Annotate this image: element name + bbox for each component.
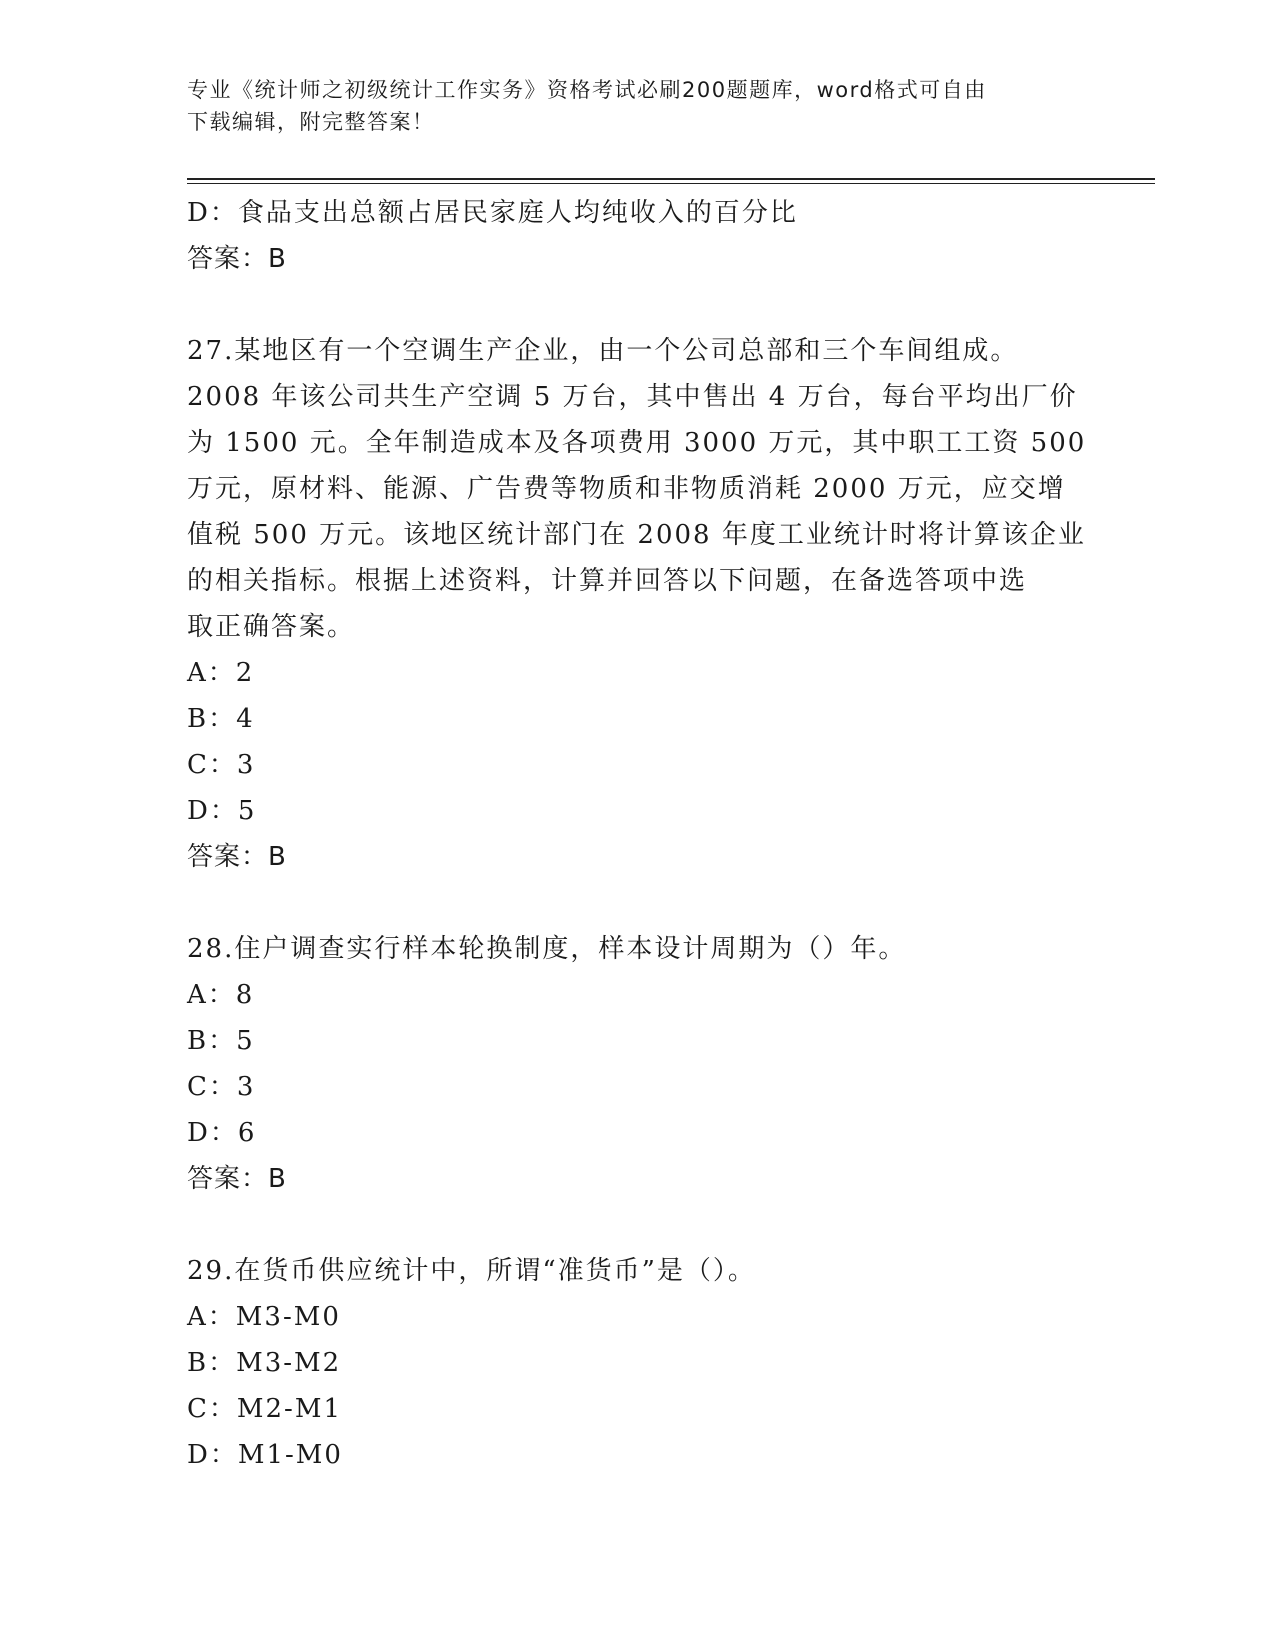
question-stem-line: 取正确答案。 bbox=[187, 612, 356, 642]
option-a: A：M3-M0 bbox=[187, 1302, 341, 1332]
question-stem-line: 29.在货币供应统计中，所谓“准货币”是（）。 bbox=[187, 1256, 756, 1286]
question-27 bbox=[187, 328, 1087, 880]
option-a: A：8 bbox=[187, 980, 255, 1010]
question-stem-line: 为 1500 元。全年制造成本及各项费用 3000 万元，其中职工工资 500 bbox=[187, 428, 1087, 458]
question-26-tail bbox=[187, 190, 1087, 282]
question-stem-line: 2008 年该公司共生产空调 5 万台，其中售出 4 万台，每台平均出厂价 bbox=[187, 382, 1078, 412]
question-28 bbox=[187, 926, 1087, 1202]
option-d: D：M1-M0 bbox=[187, 1440, 343, 1470]
question-spacer bbox=[187, 880, 1087, 926]
answer-line: 答案：B bbox=[187, 1164, 287, 1194]
option-b: B：M3-M2 bbox=[187, 1348, 342, 1378]
question-stem-line: 万元，原材料、能源、广告费等物质和非物质消耗 2000 万元，应交增 bbox=[187, 474, 1066, 504]
option-b: B：5 bbox=[187, 1026, 255, 1056]
option-c: C：3 bbox=[187, 1072, 256, 1102]
option-d: D：6 bbox=[187, 1118, 257, 1148]
option-a: A：2 bbox=[187, 658, 255, 688]
question-stem-line: 28.住户调查实行样本轮换制度，样本设计周期为（）年。 bbox=[187, 934, 907, 964]
header-rule-thin bbox=[187, 183, 1155, 184]
header-line-1: 专业《统计师之初级统计工作实务》资格考试必刷200题题库，word格式可自由 bbox=[187, 78, 987, 102]
question-spacer bbox=[187, 1202, 1087, 1248]
question-stem-line: 值税 500 万元。该地区统计部门在 2008 年度工业统计时将计算该企业 bbox=[187, 520, 1086, 550]
header-rule-thick bbox=[187, 178, 1155, 180]
document-body bbox=[187, 190, 1087, 1478]
option-b: B：4 bbox=[187, 704, 255, 734]
question-spacer bbox=[187, 282, 1087, 328]
question-29 bbox=[187, 1248, 1087, 1478]
option-d: D：食品支出总额占居民家庭人均纯收入的百分比 bbox=[187, 198, 798, 228]
question-stem-line: 的相关指标。根据上述资料，计算并回答以下问题，在备选答项中选 bbox=[187, 566, 1028, 596]
option-c: C：M2-M1 bbox=[187, 1394, 343, 1424]
answer-line: 答案：B bbox=[187, 244, 287, 274]
page-header bbox=[187, 74, 1067, 138]
option-c: C：3 bbox=[187, 750, 256, 780]
header-line-2: 下载编辑，附完整答案！ bbox=[187, 110, 435, 134]
answer-line: 答案：B bbox=[187, 842, 287, 872]
option-d: D：5 bbox=[187, 796, 257, 826]
question-stem-line: 27.某地区有一个空调生产企业，由一个公司总部和三个车间组成。 bbox=[187, 336, 1019, 366]
